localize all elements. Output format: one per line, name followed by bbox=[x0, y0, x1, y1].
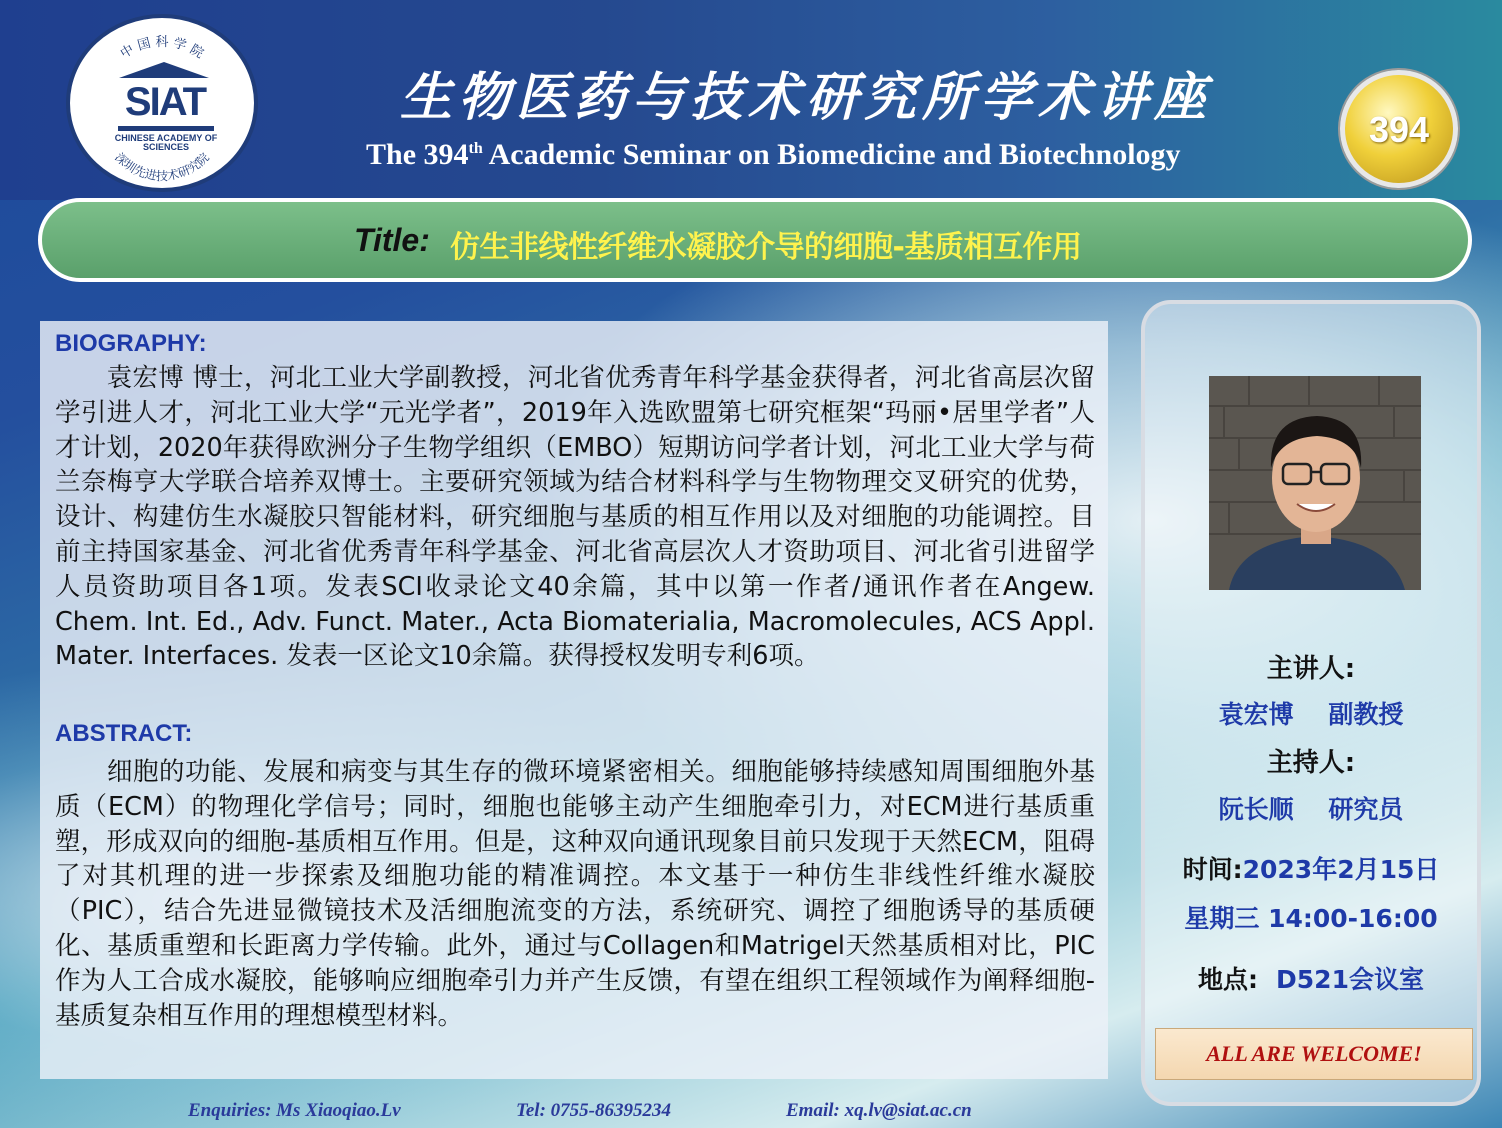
place-value: D521会议室 bbox=[1276, 965, 1424, 994]
svg-text:深圳先进技术研究院 bbox=[112, 150, 212, 183]
badge-number: 394 bbox=[1368, 109, 1430, 150]
content-panel bbox=[40, 321, 1108, 1079]
welcome-banner bbox=[1155, 1028, 1473, 1080]
footer-enquiries: Enquiries: Ms Xiaoqiao.Lv bbox=[188, 1100, 401, 1121]
welcome-text: ALL ARE WELCOME! bbox=[1206, 1041, 1422, 1066]
host-label: 主持人: bbox=[1266, 748, 1356, 778]
time-date: 2023年2月15日 bbox=[1242, 855, 1440, 884]
time-weekday: 星期三 14:00-16:00 bbox=[1184, 904, 1438, 933]
time-label: 时间: bbox=[1182, 855, 1243, 884]
logo-abbr: SIAT bbox=[124, 80, 206, 124]
logo-roof-icon bbox=[119, 62, 209, 78]
talk-title-bar bbox=[38, 198, 1472, 282]
seminar-number-badge bbox=[1340, 70, 1458, 188]
biography-heading: BIOGRAPHY: bbox=[55, 330, 207, 357]
footer-email: Email: xq.lv@siat.ac.cn bbox=[786, 1100, 972, 1121]
title-en-sup: th bbox=[468, 140, 483, 157]
logo-base-bar bbox=[118, 126, 214, 131]
svg-text:中 国 科 学 院 bbox=[118, 34, 206, 62]
place-row bbox=[1141, 960, 1481, 996]
biography-text: 袁宏博 博士，河北工业大学副教授，河北省优秀青年科学基金获得者，河北省高层次留学引进人才，河北工业大学“元光学者”，2019年入选欧盟第七研究框架“玛丽•居里学者”人才计划，2020年获得欧洲分子生物学组织（EMBO）短期访问学者计划，河北工业大学与荷兰奈梅亨大学联合培养双博士。主要研究领域为结合材料科学与生物物理交叉研究的优势，设计、构建仿生水凝胶只智能材料，研究细胞与基质的相互作用以及对细胞的功能调控。目前主持国家基金、河北省优秀青年科学基金、河北省高层次人才资助项目、河北省引进留学人员资助项目各1项。发表SCI收录论文40余篇，其中以第一作者/通讯作者在Angew. Chem. Int. Ed., Adv. Funct. Mater., Acta Biomaterialia, Macromolecules, ACS Appl. Mater. Interfaces. 发表一区论文10余篇。获得授权发明专利6项。 bbox=[55, 363, 1095, 672]
place-label: 地点: bbox=[1198, 965, 1259, 994]
time-row bbox=[1141, 850, 1481, 886]
title-en-post: Academic Seminar on Biomedicine and Biotechnology bbox=[482, 138, 1181, 171]
abstract-text: 细胞的功能、发展和病变与其生存的微环境紧密相关。细胞能够持续感知周围细胞外基质（ECM）的物理化学信号；同时，细胞也能够主动产生细胞牵引力，对ECM进行基质重塑，形成双向的细胞-基质相互作用。但是，这种双向通讯现象目前只发现于天然ECM，阻碍了对其机理的进一步探索及细胞功能的精准调控。本文基于一种仿生非线性纤维水凝胶（PIC），结合先进显微镜技术及活细胞流变的方法，系统研究、调控了细胞诱导的基质硬化、基质重塑和长距离力学传输。此外，通过与Collagen和Matrigel天然基质相对比，PIC作为人工合成水凝胶，能够响应细胞牵引力并产生反馈，有望在组织工程领域作为阐释细胞-基质复杂相互作用的理想模型材料。 bbox=[55, 757, 1095, 1031]
siat-logo bbox=[66, 14, 258, 192]
abstract-heading: ABSTRACT: bbox=[55, 720, 193, 747]
host-name: 阮长顺 研究员 bbox=[1218, 795, 1404, 824]
speaker-portrait-icon bbox=[1209, 376, 1421, 590]
logo-bottom-text: 深圳先进技术研究院 bbox=[112, 150, 212, 183]
speaker-name: 袁宏博 副教授 bbox=[1218, 700, 1404, 729]
title-en-pre: The 394 bbox=[366, 138, 469, 171]
speaker-photo bbox=[1209, 376, 1421, 590]
page-title-cn: 生物医药与技术研究所学术讲座 bbox=[400, 67, 1213, 128]
talk-title-label: Title: bbox=[354, 222, 430, 258]
speaker-label: 主讲人: bbox=[1266, 654, 1356, 684]
page-title-en bbox=[366, 138, 1296, 172]
talk-title-text: 仿生非线性纤维水凝胶介导的细胞-基质相互作用 bbox=[450, 230, 1082, 265]
footer-tel: Tel: 0755-86395234 bbox=[516, 1100, 671, 1121]
logo-top-text: 中 国 科 学 院 bbox=[118, 35, 206, 62]
logo-sub: CHINESE ACADEMY OF SCIENCES bbox=[114, 133, 218, 152]
